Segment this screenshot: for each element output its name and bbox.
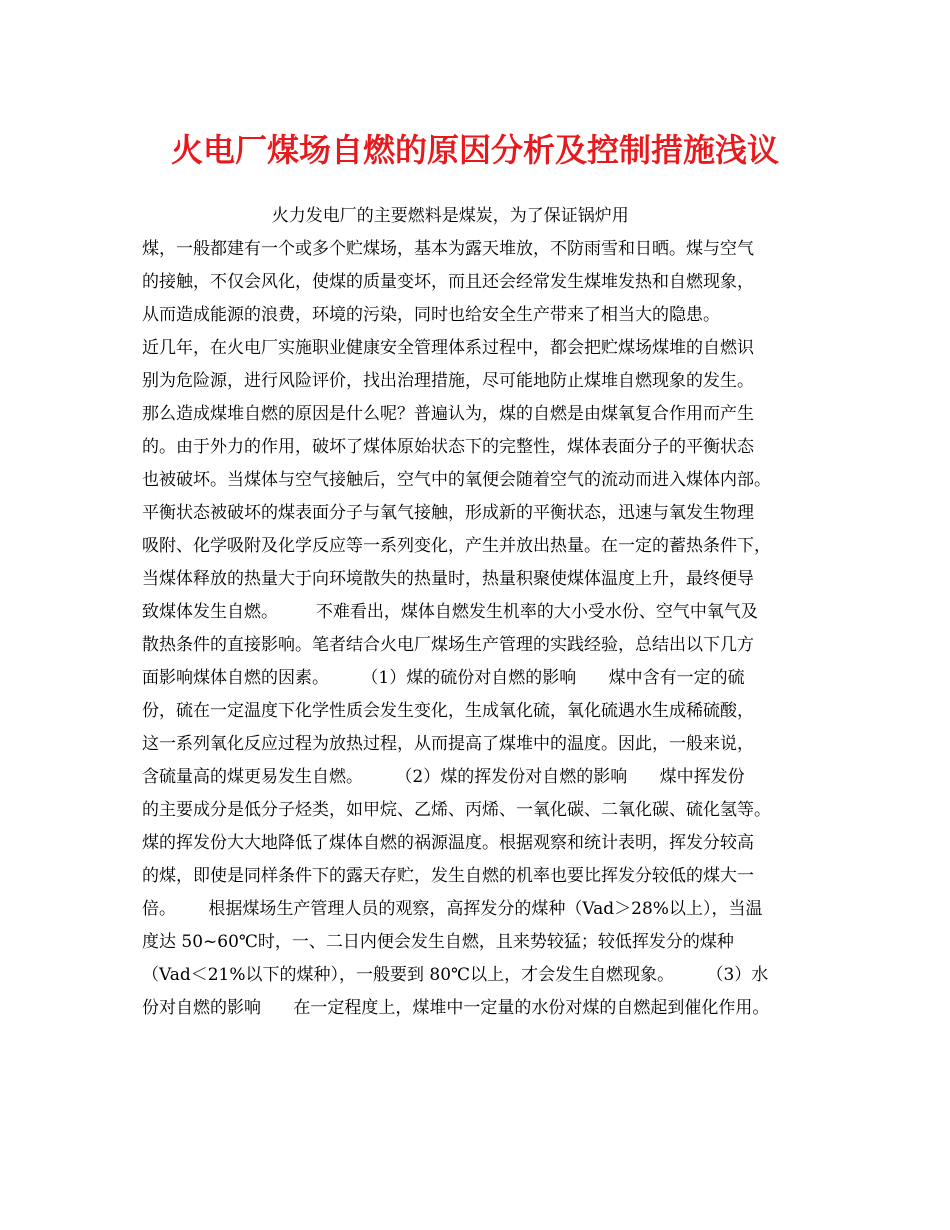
body-line: 份对自燃的影响 在一定程度上，煤堆中一定量的水份对煤的自燃起到催化作用。 <box>142 998 770 1018</box>
body-line: 那么造成煤堆自燃的原因是什么呢？普遍认为，煤的自燃是由煤氧复合作用而产生 <box>142 404 754 424</box>
body-line: 从而造成能源的浪费，环境的污染，同时也给安全生产带来了相当大的隐患。 <box>142 305 720 325</box>
body-line: 近几年，在火电厂实施职业健康安全管理体系过程中，都会把贮煤场煤堆的自燃识 <box>142 338 754 358</box>
document-title: 火电厂煤场自燃的原因分析及控制措施浅议 <box>170 131 779 169</box>
body-line: 别为危险源，进行风险评价，找出治理措施，尽可能地防止煤堆自燃现象的发生。 <box>142 371 754 391</box>
body-line: 这一系列氧化反应过程为放热过程，从而提高了煤堆中的温度。因此，一般来说， <box>142 734 754 754</box>
body-line: 火力发电厂的主要燃料是煤炭，为了保证锅炉用 <box>142 206 629 226</box>
body-line: 煤的挥发份大大地降低了煤体自燃的祸源温度。根据观察和统计表明，挥发分较高 <box>142 833 754 853</box>
body-line: 度达 50~60℃时，一、二日内便会发生自燃，且来势较猛；较低挥发分的煤种 <box>142 932 734 952</box>
body-line: 散热条件的直接影响。笔者结合火电厂煤场生产管理的实践经验，总结出以下几方 <box>142 635 754 655</box>
body-line: 的接触，不仅会风化，使煤的质量变坏，而且还会经常发生煤堆发热和自燃现象， <box>142 272 754 292</box>
body-line: 面影响煤体自燃的因素。 （1）煤的硫份对自燃的影响 煤中含有一定的硫 <box>142 668 745 688</box>
body-line: 的。由于外力的作用，破坏了煤体原始状态下的完整性，煤体表面分子的平衡状态 <box>142 437 754 457</box>
body-line: 吸附、化学吸附及化学反应等一系列变化，产生并放出热量。在一定的蓄热条件下， <box>142 536 771 556</box>
body-line: 致煤体发生自燃。 不难看出，煤体自燃发生机率的大小受水份、空气中氧气及 <box>142 602 758 622</box>
body-line: 的煤，即使是同样条件下的露天存贮，发生自燃的机率也要比挥发分较低的煤大一 <box>142 866 754 886</box>
body-line: （Vad＜21%以下的煤种），一般要到 80℃以上，才会发生自燃现象。 （3）水 <box>142 965 769 985</box>
body-line: 也被破坏。当煤体与空气接触后，空气中的氧便会随着空气的流动而进入煤体内部。 <box>142 470 771 490</box>
document-body <box>142 200 832 1025</box>
body-line: 煤，一般都建有一个或多个贮煤场，基本为露天堆放，不防雨雪和日晒。煤与空气 <box>142 239 754 259</box>
body-line: 份，硫在一定温度下化学性质会发生变化，生成氧化硫，氧化硫遇水生成稀硫酸， <box>142 701 754 721</box>
body-line: 含硫量高的煤更易发生自燃。 （2）煤的挥发份对自燃的影响 煤中挥发份 <box>142 767 745 787</box>
body-line: 当煤体释放的热量大于向环境散失的热量时，热量积聚使煤体温度上升，最终便导 <box>142 569 754 589</box>
body-line: 倍。 根据煤场生产管理人员的观察，高挥发分的煤种（Vad＞28%以上），当温 <box>142 899 763 919</box>
body-line: 的主要成分是低分子烃类，如甲烷、乙烯、丙烯、一氧化碳、二氧化碳、硫化氢等。 <box>142 800 771 820</box>
body-line: 平衡状态被破坏的煤表面分子与氧气接触，形成新的平衡状态，迅速与氧发生物理 <box>142 503 754 523</box>
